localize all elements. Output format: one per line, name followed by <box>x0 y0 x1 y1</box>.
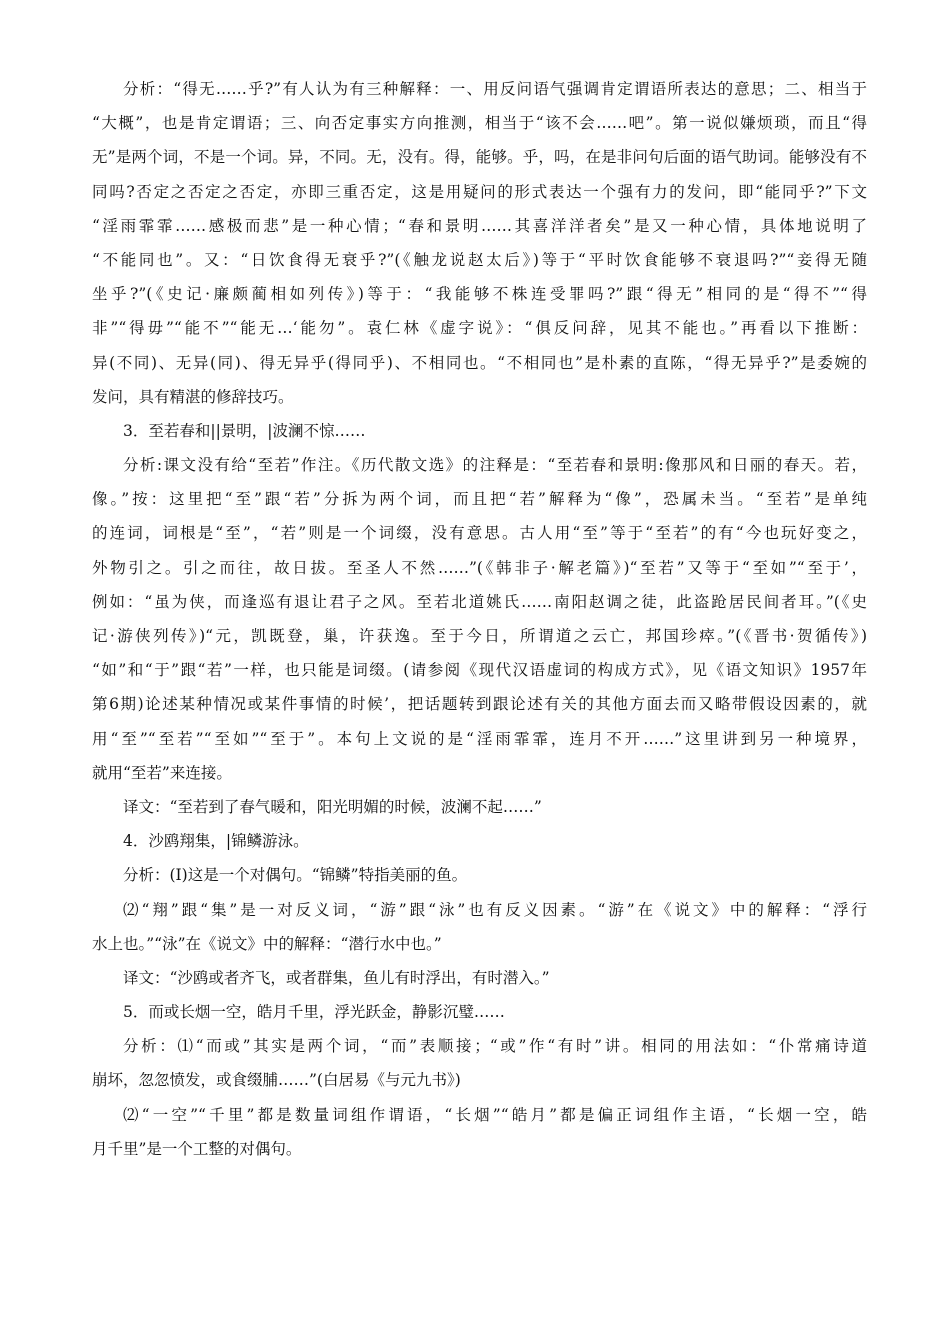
text-line: “大概”，也是肯定谓语；三、向否定事实方向推测，相当于“该不会……吧”。第一说似嫌烦琐，而且“得 <box>92 114 867 133</box>
text-line: “淫雨霏霏……感极而悲”是一种心情；“春和景明……其喜洋洋者矣”是又一种心情，具体地说明了 <box>92 216 867 235</box>
section-heading: 4．沙鸥翔集，|锦鳞游泳。 <box>123 832 309 851</box>
section-heading: 3．至若春和||景明，|波澜不惊…… <box>123 421 366 440</box>
text-line: 分析:课文没有给“至若”作注。《历代散文选》的注释是：“至若春和景明:像那风和日丽的春天。若， <box>123 456 867 475</box>
text-line: 坐乎?”(《史记·廉颇蔺相如列传》)等于：“我能够不株连受罪吗?”跟“得无”相同的是“得不”“得 <box>92 285 867 304</box>
translation-line: 译文：“沙鸥或者齐飞，或者群集，鱼儿有时浮出，有时潜入。” <box>123 968 550 987</box>
text-line: “不能同也”。又：“日饮食得无衰乎?”(《触龙说赵太后》)等于“平时饮食能够不衰退吗?”“妾得无随 <box>92 250 867 269</box>
text-line: 像。”按：这里把“至”跟“若”分拆为两个词，而且把“若”解释为“像”，恐属未当。“至若”是单纯 <box>92 490 867 509</box>
document-page <box>92 72 867 1166</box>
text-line: 无”是两个词，不是一个词。异，不同。无，没有。得，能够。乎，吗，在是非问句后面的语气助词。能够没有不 <box>92 148 867 167</box>
translation-line: 译文：“至若到了春气暖和，阳光明媚的时候，波澜不起……” <box>123 797 542 816</box>
text-line: 记·游侠列传》)“元，凯既登，巢，许获逸。至于今日，所谓道之云亡，邦国珍瘁。”(《晋书·贺循传》) <box>92 627 867 645</box>
text-line: 同吗?否定之否定之否定，亦即三重否定，这是用疑问的形式表达一个强有力的发问，即“能同乎?”下文 <box>92 182 867 201</box>
text-line: 水上也。”“泳”在《说文》中的解释：“潜行水中也。” <box>92 934 442 953</box>
text-line: 月千里”是一个工整的对偶句。 <box>92 1139 302 1158</box>
text-line: 异(不同)、无异(同)、得无异乎(得同乎)、不相同也。“不相同也”是朴素的直陈，“得无异乎?”是委婉的 <box>92 353 867 372</box>
text-line: ⑵“翔”跟“集”是一对反义词，“游”跟“泳”也有反义因素。“游”在《说文》中的解释：“浮行 <box>123 900 867 919</box>
text-line: 第6期)论述某种情况或某件事情的时候’，把话题转到跟论述有关的其他方面去而又略带假设因素的，就 <box>92 695 867 714</box>
text-line: 分析：“得无……乎?”有人认为有三种解释：一、用反问语气强调肯定谓语所表达的意思；二、相当于 <box>123 80 867 98</box>
text-line: “如”和“于”跟“若”一样，也只能是词缀。(请参阅《现代汉语虚词的构成方式》，见《语文知识》1957年 <box>92 661 867 680</box>
text-line: ⑵“一空”“千里”都是数量词组作谓语，“长烟”“皓月”都是偏正词组作主语，“长烟一空，皓 <box>123 1105 867 1124</box>
text-line: 崩坏，忽忽愤发，或食缀脯……”(白居易《与元九书》) <box>92 1071 461 1090</box>
text-line: 就用“至若”来连接。 <box>92 763 232 782</box>
text-line: 例如：“虽为侠，而逢巡有退让君子之风。至若北道姚氏……南阳赵调之徒，此盗跄居民间者耳。”(《史 <box>92 592 867 611</box>
text-line: 外物引之。引之而往，故日拔。至圣人不然……”(《韩非子·解老篇》)“至若”又等于“至如”“至于’， <box>92 558 867 577</box>
text-line: 分析：⑴“而或”其实是两个词，“而”表顺接；“或”作“有时”讲。相同的用法如：“仆常痛诗道 <box>123 1037 867 1056</box>
section-heading: 5．而或长烟一空，皓月千里，浮光跃金，静影沉璧…… <box>123 1003 505 1022</box>
text-line: 发问，具有精湛的修辞技巧。 <box>92 387 294 406</box>
text-line: 的连词，词根是“至”，“若”则是一个词缀，没有意思。古人用“至”等于“至若”的有“今也玩好变之， <box>92 524 867 543</box>
text-line: 分析：(I)这是一个对偶句。“锦鳞”特指美丽的鱼。 <box>123 866 468 885</box>
text-line: 用“至”“至若”“至如”“至于”。本句上文说的是“淫雨霏霏，连月不开……”这里讲到另一种境界， <box>92 729 867 748</box>
text-line: 非”“得毋”“能不”“能无…‘能勿”。袁仁林《虚字说》：“俱反问辞，见其不能也。”再看以下推断： <box>92 319 867 338</box>
